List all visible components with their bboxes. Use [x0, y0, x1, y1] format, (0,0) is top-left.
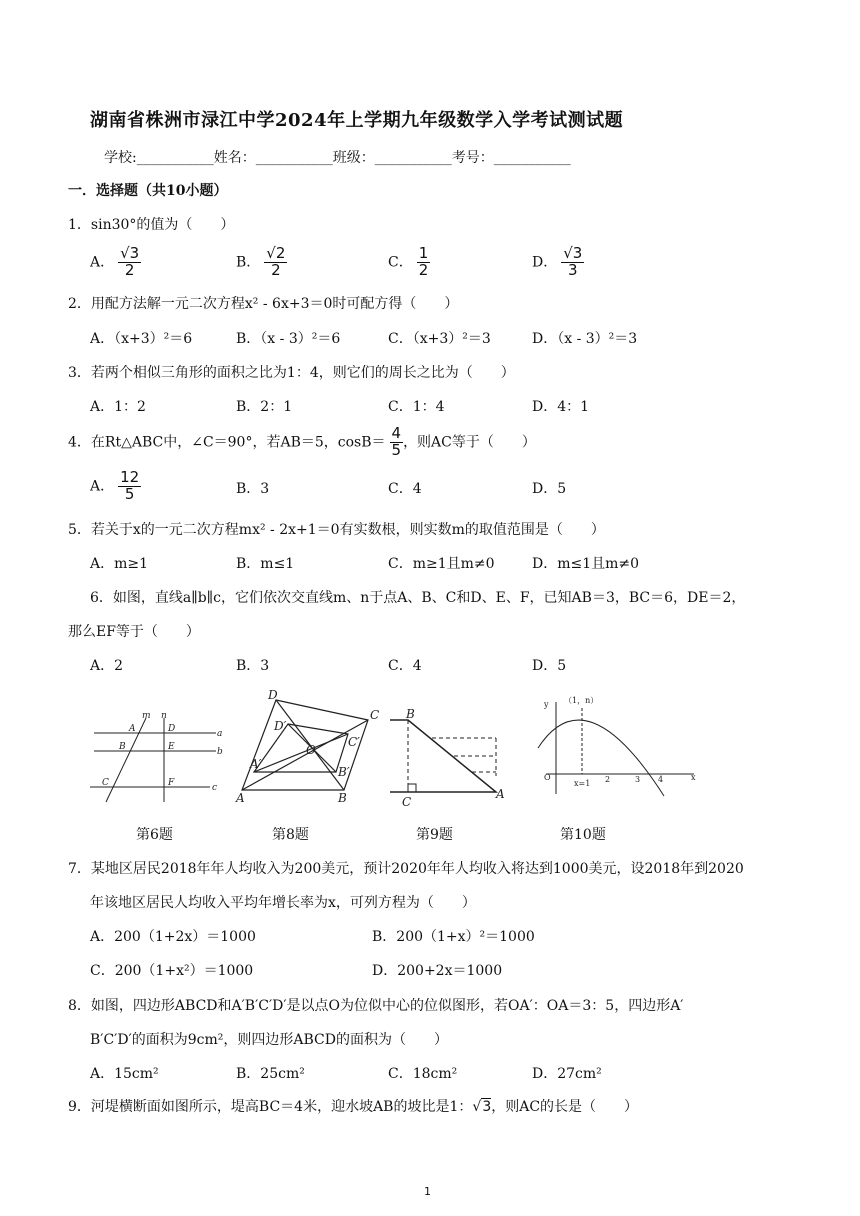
q1-option-c: C． $\frac{1}{2}$	[388, 244, 429, 279]
q6-option-d: D．5	[532, 658, 567, 674]
svg-text:B: B	[338, 791, 347, 805]
svg-text:n: n	[161, 711, 167, 721]
caption-figure-10: 第10题	[560, 827, 606, 843]
svg-text:D′: D′	[274, 719, 287, 733]
q8-option-b: B．25cm²	[236, 1066, 305, 1082]
caption-figure-9: 第9题	[416, 827, 453, 843]
q2-option-a: A．（x+3）²＝6	[90, 331, 193, 347]
question-9: 9．河堤横断面如图所示，堤高BC＝4米，迎水坡AB的坡比是1：√3，则AC的长是（ ）	[68, 1099, 639, 1115]
q6-option-c: C．4	[388, 658, 422, 674]
q1-option-a: A． $\frac{√3}{2}$	[90, 244, 140, 279]
svg-text:B′: B′	[338, 765, 350, 779]
figure-6-parallel-lines	[84, 706, 224, 806]
q7-option-c: C．200（1+x²）＝1000	[90, 963, 254, 979]
svg-text:A: A	[496, 787, 505, 801]
figure-10-parabola	[534, 694, 700, 800]
q2-option-c: C．（x+3）²＝3	[388, 331, 491, 347]
vertex-label: （1，n）	[564, 696, 599, 705]
svg-text:2: 2	[605, 775, 611, 784]
q1-option-b: B． $\frac{√2}{2}$	[236, 244, 286, 279]
svg-text:x=1: x=1	[574, 779, 591, 788]
question-7-line-2: 年该地区居民人均收入平均年增长率为x，可列方程为（ ）	[90, 895, 476, 911]
question-3: 3．若两个相似三角形的面积之比为1：4，则它们的周长之比为（ ）	[68, 365, 515, 381]
student-info-line: 学校:___________姓名：___________班级：___________考号：___________	[104, 150, 571, 166]
svg-text:C: C	[370, 708, 380, 722]
svg-text:D: D	[168, 724, 176, 734]
svg-text:O: O	[306, 743, 316, 757]
q8-option-a: A．15cm²	[90, 1066, 159, 1082]
svg-text:A′: A′	[250, 757, 262, 771]
question-4: 4．在Rt△ABC中，∠C＝90°，若AB＝5，cosB＝ $\frac{4}{5}$ ，则AC等于（ ）	[68, 424, 536, 459]
svg-text:x: x	[691, 773, 696, 782]
q7-option-b: B．200（1+x）²＝1000	[372, 929, 535, 945]
q7-option-a: A．200（1+2x）＝1000	[90, 929, 256, 945]
q5-option-b: B．m≤1	[236, 556, 295, 572]
svg-text:C′: C′	[348, 735, 360, 749]
q2-option-b: B．（x - 3）²＝6	[236, 331, 341, 347]
svg-text:F: F	[168, 778, 175, 788]
svg-text:C: C	[402, 795, 412, 808]
q5-option-c: C．m≥1且m≠0	[388, 556, 495, 572]
svg-text:y: y	[544, 700, 549, 709]
section-heading: 一．选择题（共10小题）	[68, 183, 228, 199]
svg-text:A: A	[129, 724, 136, 734]
question-8-line-2: B′C′D′的面积为9cm²，则四边形ABCD的面积为（ ）	[90, 1032, 448, 1048]
question-2: 2．用配方法解一元二次方程x² - 6x+3＝0时可配方得（ ）	[68, 296, 459, 312]
svg-text:A: A	[236, 791, 245, 805]
q1-option-d: D． $\frac{√3}{3}$	[532, 244, 583, 279]
figure-9-embankment	[384, 700, 514, 808]
q8-option-c: C．18cm²	[388, 1066, 458, 1082]
q3-option-b: B．2：1	[236, 399, 293, 415]
q5-option-d: D．m≤1且m≠0	[532, 556, 640, 572]
question-8-line-1: 8．如图，四边形ABCD和A′B′C′D′是以点O为位似中心的位似图形，若OA′：OA＝3：5，四边形A′	[68, 998, 684, 1014]
page-number: 1	[424, 1185, 431, 1198]
question-6-line-1: 6．如图，直线a∥b∥c，它们依次交直线m、n于点A、B、C和D、E、F，已知AB＝3，BC＝6，DE＝2，	[90, 590, 746, 606]
q4-option-d: D．5	[532, 481, 567, 497]
q6-option-a: A．2	[90, 658, 124, 674]
q8-option-d: D．27cm²	[532, 1066, 602, 1082]
figure-8-similar-quadrilaterals	[232, 688, 382, 806]
question-5: 5．若关于x的一元二次方程mx² - 2x+1＝0有实数根，则实数m的取值范围是（ ）	[68, 522, 605, 538]
svg-text:c: c	[212, 783, 218, 793]
svg-text:B: B	[406, 707, 415, 721]
svg-text:B: B	[119, 742, 126, 752]
question-1: 1．sin30°的值为（ ）	[68, 217, 235, 233]
q3-option-d: D．4：1	[532, 399, 590, 415]
caption-figure-6: 第6题	[136, 827, 173, 843]
q4-option-b: B．3	[236, 481, 270, 497]
svg-text:m: m	[142, 711, 151, 721]
svg-text:E: E	[168, 742, 175, 752]
page-title: 湖南省株洲市渌江中学2024年上学期九年级数学入学考试测试题	[90, 110, 624, 131]
svg-text:b: b	[217, 747, 223, 757]
svg-text:a: a	[217, 729, 223, 739]
caption-figure-8: 第8题	[272, 827, 309, 843]
q7-option-d: D．200+2x＝1000	[372, 963, 503, 979]
q6-option-b: B．3	[236, 658, 270, 674]
q3-option-a: A．1：2	[90, 399, 146, 415]
q5-option-a: A．m≥1	[90, 556, 149, 572]
question-6-line-2: 那么EF等于（ ）	[68, 624, 200, 640]
svg-text:D: D	[268, 688, 278, 702]
svg-text:4: 4	[658, 775, 664, 784]
q3-option-c: C．1：4	[388, 399, 445, 415]
svg-text:3: 3	[635, 775, 641, 784]
svg-text:C: C	[102, 778, 109, 788]
q2-option-d: D．（x - 3）²＝3	[532, 331, 638, 347]
q4-option-a: A． $\frac{12}{5}$	[90, 468, 140, 503]
question-7-line-1: 7．某地区居民2018年年人均收入为200美元，预计2020年年人均收入将达到1000美元，设2018年到2020	[68, 861, 744, 877]
q4-option-c: C．4	[388, 481, 422, 497]
svg-text:O: O	[544, 773, 551, 782]
